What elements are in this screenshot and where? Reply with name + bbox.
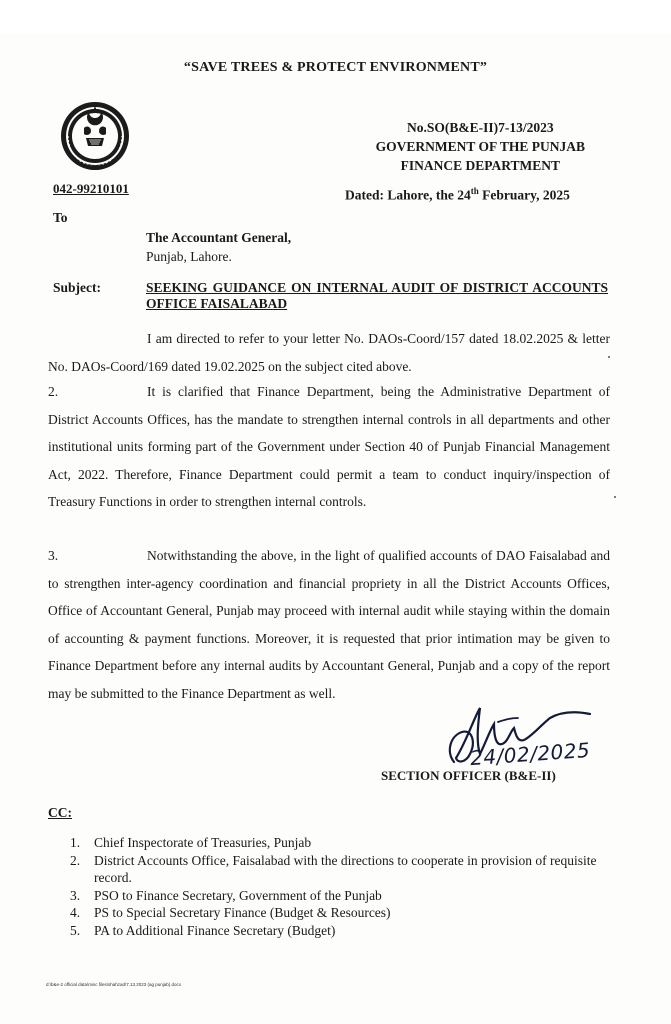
date-suffix: February, 2025	[478, 187, 570, 203]
section-officer-title: SECTION OFFICER (B&E-II)	[381, 768, 556, 783]
cc-item-text: District Accounts Office, Faisalabad with the directions to cooperate in provision of requisite record.	[94, 852, 597, 885]
cc-item-number: 4.	[70, 905, 81, 920]
addressee-address: Punjab, Lahore.	[146, 249, 232, 264]
cc-item-text: PSO to Finance Secretary, Government of the Punjab	[94, 887, 382, 903]
date-ordinal: th	[470, 186, 479, 196]
cc-item	[70, 852, 615, 887]
cc-item	[70, 904, 615, 922]
paragraph-2-text: It is clarified that Finance Department, being the Administrative Department of District Accounts Offices, has the mandate to strengthen internal controls in all departments and other institutional units forming part of the Government under Section 40 of Punjab Financial Management Act, 2022. Therefore, Finance Department could permit a team to conduct inquiry/inspection of Treasury Functions in order to strengthen internal controls.	[48, 384, 610, 509]
reference-number: No.SO(B&E-II)7-13/2023	[406, 120, 554, 135]
cc-label: CC:	[48, 805, 72, 820]
file-path-footer: d:\b&e-2 official data\misc files\shahzad\7.13.2023 (ag punjab).docx	[46, 982, 181, 987]
paragraph-2-number: 2.	[48, 384, 59, 399]
cc-item	[70, 887, 615, 905]
paragraph-3-number: 3.	[48, 548, 59, 563]
letter-date	[345, 186, 570, 204]
addressee	[146, 228, 291, 266]
subject-text: SEEKING GUIDANCE ON INTERNAL AUDIT OF DISTRICT ACCOUNTS OFFICE FAISALABAD	[146, 280, 608, 311]
subject-label: Subject:	[53, 280, 101, 295]
slogan: “SAVE TREES & PROTECT ENVIRONMENT”	[183, 60, 488, 75]
paragraph-2	[48, 378, 610, 516]
addressee-name: The Accountant General,	[146, 230, 292, 245]
date-prefix: Dated: Lahore, the 24	[345, 187, 471, 203]
government-name: GOVERNMENT OF THE PUNJAB	[375, 139, 585, 154]
cc-item	[70, 834, 615, 852]
cc-list	[70, 834, 615, 939]
paragraph-3-text: Notwithstanding the above, in the light of qualified accounts of DAO Faisalabad and to strengthen inter-agency coordination and financial propriety in all the District Accounts Offices, Office of Accountant General, Punjab may proceed with internal audit while staying within the domain of accounting & payment functions. Moreover, it is requested that prior intimation may be given to Finance Department before any internal audits by Accountant General, Punjab and a copy of the report may be submitted to the Finance Department as well.	[48, 548, 610, 701]
reference-block	[376, 118, 585, 175]
cc-item-number: 1.	[70, 835, 81, 850]
cc-item-text: PS to Special Secretary Finance (Budget & Resources)	[94, 905, 391, 920]
cc-item-number: 5.	[70, 922, 81, 938]
cc-item-text: PA to Additional Finance Secretary (Budget)	[94, 922, 336, 938]
cc-item	[70, 922, 615, 940]
department-name: FINANCE DEPARTMENT	[400, 158, 560, 173]
punjab-emblem-icon	[56, 98, 134, 178]
paragraph-1: I am directed to refer to your letter No. DAOs-Coord/157 dated 18.02.2025 & letter No. DAOs-Coord/169 dated 19.02.2025 on the subject cited above.	[48, 331, 610, 374]
handwritten-date: 24/02/2025	[469, 737, 591, 771]
cc-item-text: Chief Inspectorate of Treasuries, Punjab	[94, 835, 312, 850]
cc-item-number: 2.	[70, 852, 81, 868]
paragraph-3	[48, 542, 610, 707]
top-band	[0, 0, 671, 34]
phone-number: 042-99210101	[53, 181, 129, 196]
scan-speck	[614, 496, 616, 498]
to-label: To	[53, 210, 68, 225]
scan-speck	[608, 356, 610, 358]
cc-item-number: 3.	[70, 887, 81, 903]
